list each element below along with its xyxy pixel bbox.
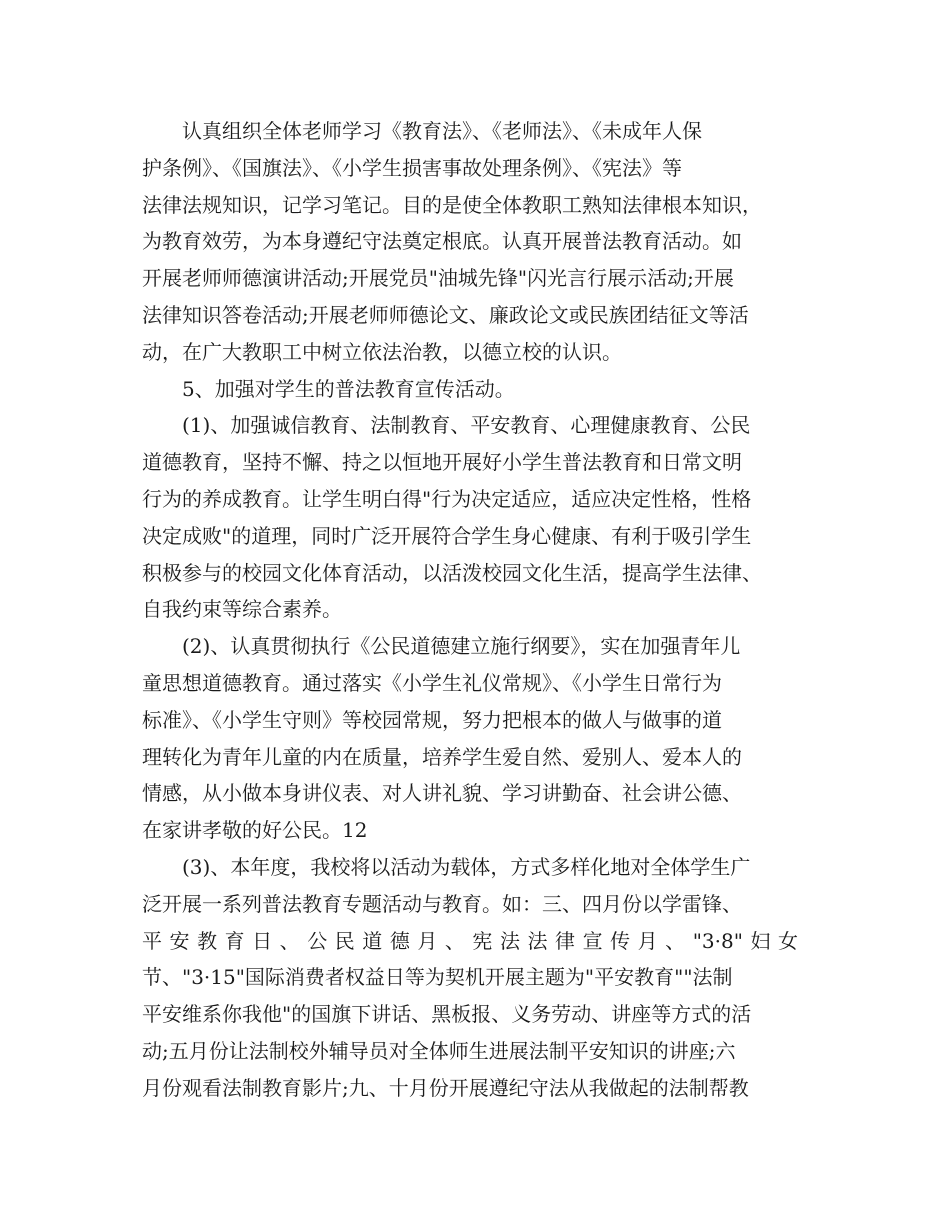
text-line: 自我约束等综合素养。 xyxy=(142,597,342,622)
text-line: 动，在广大教职工中树立依法治教，以德立校的认识。 xyxy=(142,339,622,364)
text-line: 道德教育，坚持不懈、持之以恒地开展好小学生普法教育和日常文明 xyxy=(142,450,742,475)
text-line: 理转化为青年儿童的内在质量，培养学生爱自然、爱别人、爱本人的 xyxy=(142,744,742,769)
text-line: (2)、认真贯彻执行《公民道德建立施行纲要》，实在加强青年儿 xyxy=(182,634,741,659)
text-line: 童思想道德教育。通过落实《小学生礼仪常规》、《小学生日常行为 xyxy=(142,670,722,695)
text-line: 平安教育日、公民道德月、宪法法律宣传月、"3·8"妇女 xyxy=(142,928,798,953)
text-line: 为教育效劳，为本身遵纪守法奠定根底。认真开展普法教育活动。如 xyxy=(142,229,742,254)
text-line: (1)、加强诚信教育、法制教育、平安教育、心理健康教育、公民 xyxy=(182,413,751,438)
text-line: 动;五月份让法制校外辅导员对全体师生进展法制平安知识的讲座;六 xyxy=(142,1038,736,1063)
text-line: (3)、本年度，我校将以活动为载体，方式多样化地对全体学生广 xyxy=(182,854,751,879)
text-line: 5、加强对学生的普法教育宣传活动。 xyxy=(182,376,515,401)
document-body xyxy=(142,113,812,1107)
text-line: 平安维系你我他"的国旗下讲话、黑板报、义务劳动、讲座等方式的活 xyxy=(142,1002,752,1027)
text-line: 行为的养成教育。让学生明白得"行为决定适应，适应决定性格，性格 xyxy=(142,486,752,511)
text-line: 月份观看法制教育影片;九、十月份开展遵纪守法从我做起的法制帮教 xyxy=(142,1075,749,1100)
text-line: 节、"3·15"国际消费者权益日等为契机开展主题为"平安教育""法制 xyxy=(142,965,733,990)
text-line: 开展老师师德演讲活动;开展党员"油城先锋"闪光言行展示活动;开展 xyxy=(142,266,734,291)
text-line: 在家讲孝敬的好公民。12 xyxy=(142,818,368,843)
text-line: 法律法规知识，记学习笔记。目的是使全体教职工熟知法律根本知识， xyxy=(142,192,762,217)
text-line: 积极参与的校园文化体育活动，以活泼校园文化生活，提高学生法律、 xyxy=(142,560,762,585)
text-line: 泛开展一系列普法教育专题活动与教育。如：三、四月份以学雷锋、 xyxy=(142,891,742,916)
text-line: 护条例》、《国旗法》、《小学生损害事故处理条例》、《宪法》等 xyxy=(142,155,682,180)
text-line: 标准》、《小学生守则》等校园常规，努力把根本的做人与做事的道 xyxy=(142,707,722,732)
text-line: 决定成败"的道理，同时广泛开展符合学生身心健康、有利于吸引学生 xyxy=(142,523,752,548)
text-line: 法律知识答卷活动;开展老师师德论文、廉政论文或民族团结征文等活 xyxy=(142,302,749,327)
text-line: 认真组织全体老师学习《教育法》、《老师法》、《未成年人保 xyxy=(182,119,702,143)
text-line: 情感，从小做本身讲仪表、对人讲礼貌、学习讲勤奋、社会讲公德、 xyxy=(142,781,742,806)
